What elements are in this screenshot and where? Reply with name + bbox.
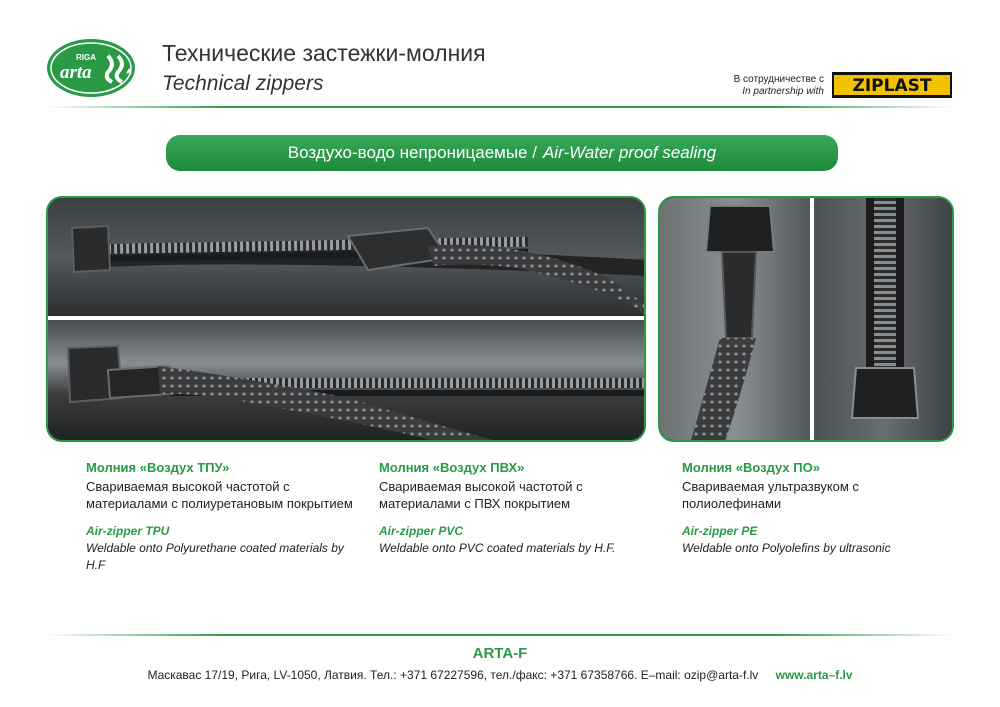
ziplast-logo xyxy=(832,72,952,98)
product-desc-ru: Свариваемая высокой частотой с материалами с ПВХ покрытием xyxy=(379,479,583,511)
product-air-zipper-pvc xyxy=(379,460,649,557)
company-name: ARTA-F xyxy=(472,645,528,662)
partner-caption-en: In partnership with xyxy=(742,86,824,97)
contact-line xyxy=(0,668,1000,682)
product-desc-en: Weldable onto Polyurethane coated materials by H.F xyxy=(86,541,344,572)
footer-divider xyxy=(46,634,954,636)
product-desc-ru: Свариваемая ультразвуком с полиолефинами xyxy=(682,479,859,511)
product-name-ru: Молния «Воздух ПО» xyxy=(682,460,820,475)
banner-title-ru: Воздухо-водо непроницаемые / xyxy=(287,143,537,162)
product-name-en: Air-zipper PE xyxy=(682,524,758,538)
product-name-en: Air-zipper TPU xyxy=(86,524,170,538)
partner-caption xyxy=(734,74,824,98)
arta-logo xyxy=(46,38,136,98)
banner-title-en: Air-Water proof sealing xyxy=(542,143,717,162)
product-air-zipper-pe xyxy=(682,460,952,557)
zipper-photos-tpu-pvc xyxy=(48,198,646,442)
ziplast-logo-text: ZIPLAST xyxy=(852,76,932,96)
product-name-ru: Молния «Воздух ТПУ» xyxy=(86,460,230,475)
section-banner xyxy=(166,135,838,171)
product-desc-en: Weldable onto Polyolefins by ultrasonic xyxy=(682,541,891,555)
contact-address: Маскавас 17/19, Рига, LV-1050, Латвия. Тел.: +371 67227596, тел./факс: +371 67358766. E–mail: ozip@arta-f.lv xyxy=(147,668,759,682)
product-desc-ru: Свариваемая высокой частотой с материалами с полиуретановым покрытием xyxy=(86,479,353,511)
zipper-photo-pe xyxy=(660,198,954,442)
product-desc-en: Weldable onto PVC coated materials by H.F. xyxy=(379,541,616,555)
website-link[interactable]: www.arta–f.lv xyxy=(775,668,853,682)
page-title-en: Technical zippers xyxy=(162,72,324,95)
product-name-en: Air-zipper PVC xyxy=(379,524,464,538)
partner-caption-ru: В сотрудничестве с xyxy=(733,74,824,85)
zipper-photo-panel-right xyxy=(658,196,954,442)
logo-brand-text: arta xyxy=(60,62,92,83)
logo-top-text: RIGA xyxy=(76,53,96,62)
zipper-photo-panel-left xyxy=(46,196,646,442)
page-title-ru: Технические застежки-молния xyxy=(162,40,486,66)
product-name-ru: Молния «Воздух ПВХ» xyxy=(379,460,525,475)
header-divider xyxy=(46,106,954,108)
product-air-zipper-tpu xyxy=(86,460,356,574)
